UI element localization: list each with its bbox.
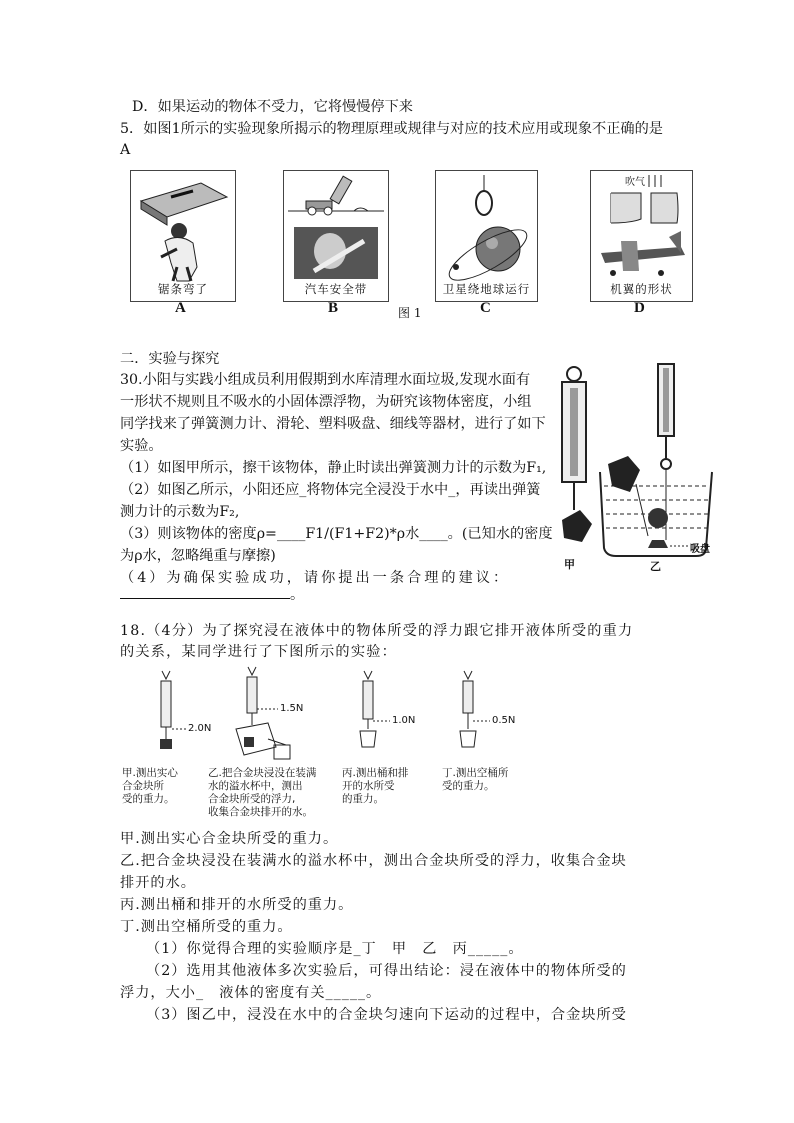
q18-desc-yi-1: 乙.把合金块浸没在装满水的溢水杯中，测出合金块所受的浮力，收集合金块 xyxy=(120,853,627,869)
q30-line-4: 实验。 xyxy=(120,438,163,454)
buoyancy-experiment-illustration xyxy=(118,665,518,825)
figure1-panel-d xyxy=(590,170,693,302)
figure1-panel-a xyxy=(130,170,236,302)
section-title: 二．实验与探究 xyxy=(120,351,220,367)
q30-line-6: （2）如图乙所示，小阳还应_将物体完全浸没于水中_，再读出弹簧 xyxy=(120,482,541,498)
panel-d-caption: 机翼的形状 xyxy=(610,282,673,296)
q30-answer-line xyxy=(120,584,304,606)
fig-note-jia-line: 受的重力。 xyxy=(122,793,175,805)
q30-line-10: （4）为确保实验成功，请你提出一条合理的建议： xyxy=(120,570,511,586)
fig-note-ding-line: 丁.测出空桶所 xyxy=(442,767,509,779)
fig-note-ding xyxy=(442,767,508,793)
q30-line-2: 一形状不规则且不吸水的小固体漂浮物，为研究该物体密度，小组 xyxy=(120,394,532,410)
fig-note-yi-line: 乙.把合金块浸没在装满 xyxy=(208,767,317,779)
q18-line-1: 18.（4分）为了探究浸在液体中的物体所受的浮力跟它排开液体所受的重力 xyxy=(120,623,634,639)
figure1-panel-c xyxy=(435,170,538,302)
label-yi: 乙 xyxy=(650,560,661,573)
figure-1-label: 图 1 xyxy=(398,306,422,320)
q18-desc-jia: 甲.测出实心合金块所受的重力。 xyxy=(120,831,339,847)
fig-note-yi-line: 收集合金块排开的水。 xyxy=(208,806,313,818)
answer-blank xyxy=(120,584,290,599)
fig-note-yi xyxy=(208,767,316,819)
figure1-panel-b xyxy=(283,170,389,302)
q18-sub-2b: 浮力，大小_ 液体的密度有关_____。 xyxy=(120,985,382,1001)
reading-jia: 2.0N xyxy=(188,723,212,734)
q30-line-8: （3）则该物体的密度ρ=____F1/(F1+F2)*ρ水____。(已知水的密度 xyxy=(120,526,553,542)
q30-line-9: 为ρ水，忽略绳重与摩擦) xyxy=(120,548,276,564)
bent-saw-illustration xyxy=(131,171,235,283)
q18-desc-bing: 丙.测出桶和排开的水所受的重力。 xyxy=(120,897,354,913)
fig-note-bing xyxy=(342,767,408,806)
panel-b-letter: B xyxy=(328,300,339,316)
reading-bing: 1.0N xyxy=(392,715,416,726)
satellite-orbit-illustration xyxy=(436,171,537,283)
reading-ding: 0.5N xyxy=(492,715,516,726)
q30-line-1: 30.小阳与实践小组成员利用假期到水库清理水面垃圾,发现水面有 xyxy=(120,372,531,388)
fig-note-jia-line: 合金块所 xyxy=(122,780,164,792)
fig-note-jia-line: 甲.测出实心 xyxy=(122,767,178,779)
seatbelt-illustration xyxy=(284,171,388,283)
q30-line-7: 测力计的示数为F₂, xyxy=(120,504,240,520)
q30-figure xyxy=(540,360,725,575)
fig-note-bing-line: 丙.测出桶和排 xyxy=(342,767,409,779)
panel-b-caption: 汽车安全带 xyxy=(304,282,368,296)
fig-note-bing-line: 开的水所受 xyxy=(342,780,395,792)
fig-note-yi-line: 合金块所受的浮力, xyxy=(208,793,296,805)
fig-note-jia xyxy=(122,767,178,806)
q18-line-2: 的关系，某同学进行了下图所示的实验： xyxy=(120,644,397,660)
q30-line-3: 同学找来了弹簧测力计、滑轮、塑料吸盘、细线等器材，进行了如下 xyxy=(120,416,546,432)
q5-answer: A xyxy=(120,142,131,158)
q18-sub-2a: （2）选用其他液体多次实验后，可得出结论：浸在液体中的物体所受的 xyxy=(146,963,627,979)
panel-c-caption: 卫星绕地球运行 xyxy=(442,282,531,296)
q18-desc-yi-2: 排开的水。 xyxy=(120,875,196,891)
fig-note-yi-line: 水的溢水杯中，测出 xyxy=(208,780,303,792)
label-suction-cup: 吸盘 xyxy=(690,544,710,555)
q30-line-5: （1）如图甲所示，擦干该物体，静止时读出弹簧测力计的示数为F₁, xyxy=(120,460,547,476)
panel-d-letter: D xyxy=(634,300,645,316)
fig-note-bing-line: 的重力。 xyxy=(342,793,384,805)
q18-sub-3: （3）图乙中，浸没在水中的合金块匀速向下运动的过程中，合金块所受 xyxy=(146,1007,627,1023)
q18-desc-ding: 丁.测出空桶所受的重力。 xyxy=(120,919,293,935)
panel-a-caption: 锯条弯了 xyxy=(158,282,208,296)
q18-figure xyxy=(118,665,518,825)
panel-c-letter: C xyxy=(480,300,491,316)
fig-note-ding-line: 受的重力。 xyxy=(442,780,495,792)
q30-line-11: 。 xyxy=(290,587,305,603)
q5-stem: 5．如图1所示的实验现象所揭示的物理原理或规律与对应的技术应用或现象不正确的是 xyxy=(120,121,663,137)
label-jia: 甲 xyxy=(564,558,575,571)
q18-sub-1: （1）你觉得合理的实验顺序是_丁 甲 乙 丙_____。 xyxy=(146,941,524,957)
blow-label: 吹气 xyxy=(625,177,645,188)
reading-yi: 1.5N xyxy=(280,703,304,714)
option-d-text: D．如果运动的物体不受力，它将慢慢停下来 xyxy=(132,99,413,115)
panel-a-letter: A xyxy=(175,300,186,316)
